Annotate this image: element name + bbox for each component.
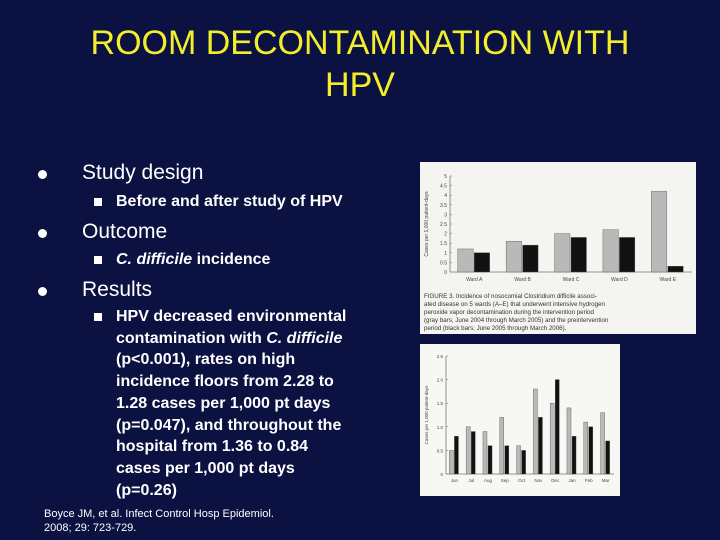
bar (449, 450, 453, 474)
figure-caption-line: ated disease on 5 wards (A–E) that underwent intensive hydrogen (424, 301, 605, 308)
y-tick-label: 2.5 (440, 222, 447, 228)
results-line (116, 328, 416, 350)
x-category-label: Ward E (659, 277, 677, 283)
bar (506, 241, 521, 272)
bar (522, 450, 526, 474)
monthly-incidence-chart (420, 344, 620, 496)
subbullet-square (94, 198, 102, 206)
figure-caption-line: peroxide vapor decontamination during the intervention period (424, 309, 594, 316)
bar (589, 427, 593, 474)
bar (474, 253, 489, 272)
bar (572, 436, 576, 474)
ward-incidence-figure (420, 162, 696, 334)
bar (517, 446, 521, 474)
y-tick-label: 0 (440, 472, 443, 477)
bullet-dot (38, 287, 47, 296)
subbullet-square (94, 313, 102, 321)
y-tick-label: 1.5 (436, 401, 443, 407)
bar (533, 389, 537, 474)
organism-name: C. difficile (116, 251, 193, 268)
title-line-2: HPV (325, 66, 395, 104)
y-axis-label: Cases per 1,000 patient-days (424, 191, 430, 257)
y-axis-label: Cases per 1,000 patient-days (424, 385, 429, 445)
y-tick-label: 2.5 (436, 354, 443, 359)
outcome-rest: incidence (192, 251, 271, 268)
bar (555, 380, 559, 474)
x-category-label: Sep (500, 478, 509, 483)
bar (555, 234, 570, 272)
bar (488, 446, 492, 474)
x-category-label: Aug (483, 478, 493, 483)
results-line: cases per 1,000 pt days (116, 459, 295, 477)
results-line: (p=0.047), and throughout the (116, 416, 342, 434)
citation-line-1: Boyce JM, et al. Infect Control Hosp Epidemiol. (44, 508, 274, 520)
bar (505, 446, 509, 474)
bar (606, 441, 610, 474)
bar (458, 249, 473, 272)
organism-name: C. difficile (266, 329, 343, 347)
x-category-label: Jan (568, 478, 576, 483)
y-tick-label: 1 (444, 250, 447, 257)
bar (466, 427, 470, 474)
bar (454, 436, 458, 474)
slide-title (40, 22, 680, 106)
bar (523, 245, 538, 272)
x-category-label: Ward C (562, 277, 580, 283)
monthly-incidence-figure (420, 344, 620, 496)
bar (567, 408, 571, 474)
bar (601, 413, 605, 474)
bullet-label: Study design (82, 161, 204, 184)
bar (550, 403, 554, 474)
y-tick-label: 0.5 (440, 260, 447, 267)
results-line: 1.28 cases per 1,000 pt days (116, 394, 331, 412)
bar (668, 266, 683, 272)
x-category-label: Ward A (466, 277, 483, 283)
bar (603, 230, 618, 272)
citation (44, 507, 274, 535)
bullet-dot (38, 170, 47, 179)
y-tick-label: 4.5 (440, 183, 447, 190)
y-tick-label: 5 (444, 174, 447, 180)
ward-incidence-chart (420, 162, 696, 334)
bar (584, 422, 588, 474)
y-tick-label: 4 (444, 193, 447, 200)
figure-caption-line: (gray bars; June 2004 through March 2005) and the preintervention (424, 317, 609, 324)
y-tick-label: 1.5 (440, 241, 447, 248)
x-category-label: Mar (601, 478, 610, 483)
subbullet-text: Before and after study of HPV (116, 193, 343, 210)
bullet-label: Results (82, 278, 153, 301)
figure-caption-line: period (black bars; June 2005 through March 2006). (424, 325, 567, 332)
title-line-1: ROOM DECONTAMINATION WITH (90, 24, 630, 62)
bar (500, 417, 504, 474)
subbullet-square (94, 256, 102, 264)
y-tick-label: 2 (444, 231, 447, 238)
x-category-label: Ward B (514, 277, 531, 283)
bar (571, 237, 586, 272)
x-category-label: Jul (468, 478, 475, 483)
x-category-label: Jun (450, 478, 459, 483)
results-line: HPV decreased environmental (116, 308, 347, 325)
bar (483, 432, 487, 474)
figure-caption-line: FIGURE 3. Incidence of nosocomial Clostridium difficile associ- (424, 293, 597, 300)
citation-line-2: 2008; 29: 723-729. (44, 522, 137, 534)
results-text (116, 306, 416, 501)
x-category-label: Ward D (611, 277, 628, 283)
bar (651, 191, 666, 272)
y-tick-label: 0.5 (436, 448, 443, 454)
y-tick-label: 2.0 (436, 377, 443, 383)
results-line: (p<0.001), rates on high (116, 351, 296, 369)
results-line: hospital from 1.36 to 0.84 (116, 438, 309, 456)
bullet-label: Outcome (82, 220, 168, 243)
results-line: (p=0.26) (116, 481, 177, 499)
bar (538, 417, 542, 474)
subbullet-text (116, 251, 270, 269)
y-tick-label: 3 (444, 212, 447, 219)
y-tick-label: 1.0 (436, 424, 443, 430)
bar (619, 237, 634, 272)
results-segment: contamination with (116, 329, 267, 347)
bar (471, 432, 475, 474)
x-category-label: Dec (551, 478, 560, 483)
x-category-label: Oct (518, 478, 526, 483)
y-tick-label: 3.5 (440, 202, 447, 209)
x-category-label: Feb (584, 478, 593, 483)
x-category-label: Nov (534, 478, 543, 483)
bullet-dot (38, 229, 47, 238)
results-line: incidence floors from 2.28 to (116, 373, 334, 391)
y-tick-label: 0 (444, 270, 447, 276)
